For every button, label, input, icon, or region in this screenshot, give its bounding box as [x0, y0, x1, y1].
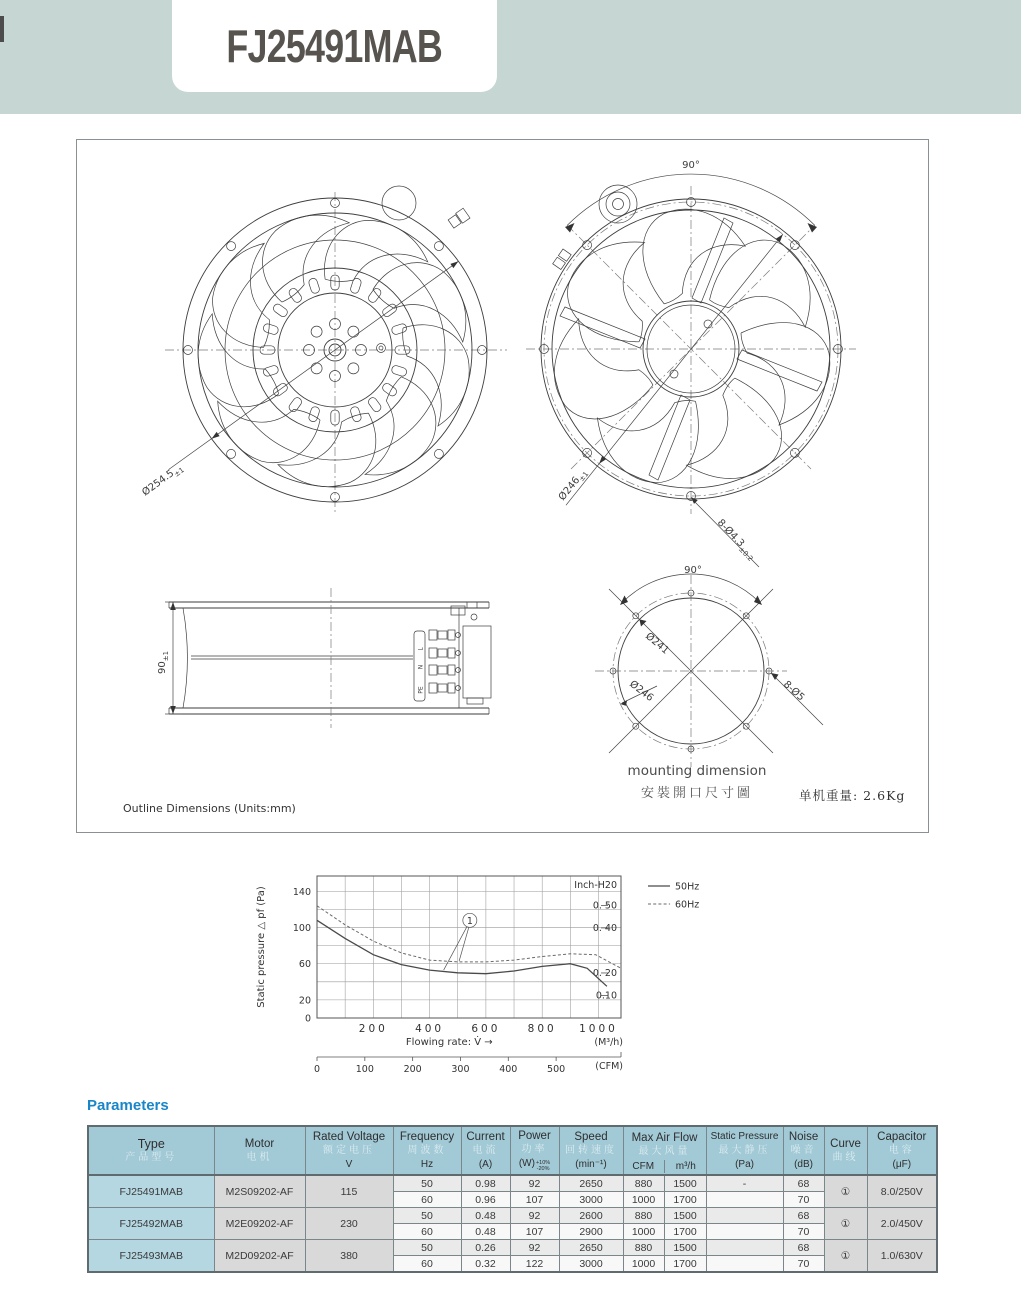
cell-type: FJ25493MAB [88, 1240, 214, 1273]
svg-text:200: 200 [358, 1023, 388, 1035]
rear-dim-label: Ø246 [556, 475, 583, 503]
svg-text:8-Ø4.3±0.2: $8-Ø4.3_{\pm 0.2}$ [714, 517, 755, 563]
parameters-heading: Parameters [87, 1097, 169, 1114]
parameters-table [87, 1125, 938, 1273]
front-view-drawing [140, 186, 507, 512]
table-row: 60 0.32 122 3000 1000 1700 70 [88, 1256, 937, 1273]
table-row: FJ25492MAB M2E09202-AF 230 50 0.48 92 2600 880 1500 68 ① 2.0/450V [88, 1208, 937, 1224]
svg-text:Static pressure △ pf (Pa): Static pressure △ pf (Pa) [256, 886, 267, 1008]
col-type: Type 产品型号 [88, 1126, 214, 1175]
col-power: Power 功率 (W) +10% -20% [510, 1126, 559, 1175]
svg-text:(CFM): (CFM) [595, 1061, 623, 1072]
svg-text:90±1: $90_{\pm 1}$ [157, 650, 170, 674]
svg-text:0. 40: 0. 40 [592, 922, 617, 934]
col-noise: Noise 噪音 (dB) [783, 1126, 824, 1175]
rear-connector [553, 249, 572, 269]
rear-dia-dimension [556, 234, 783, 505]
cell-motor: M2E09202-AF [214, 1208, 305, 1240]
table-row: FJ25491MAB M2S09202-AF 115 50 0.98 92 2650 880 1500 - 68 ① 8.0/250V [88, 1175, 937, 1192]
svg-text:100: 100 [292, 923, 311, 935]
col-speed: Speed 回转速度 (min⁻¹) [559, 1126, 623, 1175]
page-edge-mark [0, 16, 4, 42]
mount-bolt-dia-label: Ø246 [627, 678, 656, 704]
svg-text:500: 500 [547, 1064, 566, 1075]
rear-angle-label: 90° [682, 160, 700, 171]
svg-text:140: 140 [292, 886, 311, 898]
svg-text:Flowing rate: V̇ →: Flowing rate: V̇ → [405, 1037, 493, 1048]
side-view-drawing [157, 588, 491, 728]
svg-text:200: 200 [403, 1064, 422, 1075]
header-band [0, 0, 1021, 114]
svg-text:800: 800 [527, 1023, 557, 1035]
cell-voltage: 230 [305, 1208, 393, 1240]
cell-motor: M2D09202-AF [214, 1240, 305, 1273]
table-row: 60 0.48 107 2900 1000 1700 70 [88, 1224, 937, 1240]
svg-text:100: 100 [355, 1064, 374, 1075]
svg-text:(M³/h): (M³/h) [594, 1037, 623, 1048]
rear-holes-label: 8-Ø4.3 [714, 517, 747, 550]
svg-text:300: 300 [451, 1064, 470, 1075]
cell-type: FJ25491MAB [88, 1175, 214, 1208]
svg-text:0: 0 [304, 1013, 311, 1025]
svg-text:0.10: 0.10 [595, 990, 617, 1002]
cell-capacitor: 1.0/630V [867, 1240, 937, 1273]
cell-curve: ① [824, 1208, 867, 1240]
svg-text:50Hz: 50Hz [675, 881, 700, 893]
svg-text:Ø254.5±1: $Ø254.5_{\pm 1}$ [140, 466, 186, 499]
cell-capacitor: 2.0/450V [867, 1208, 937, 1240]
terminal-connectors [429, 630, 461, 693]
mounting-view-drawing [595, 565, 823, 801]
unit-weight-label: 单机重量: 2.6Kg [799, 788, 906, 803]
mount-inner-dia [639, 619, 671, 656]
svg-text:60Hz: 60Hz [675, 899, 700, 911]
outline-dimensions-caption: Outline Dimensions (Units:mm) [123, 802, 296, 815]
col-voltage: Rated Voltage 额定电压 V [305, 1126, 393, 1175]
front-dim-label: Ø254.5 [140, 468, 177, 499]
terminal-label-n: N [417, 664, 425, 670]
mount-holes-label: 8-Ø5 [780, 679, 807, 704]
page-title: FJ25491MAB [226, 20, 443, 72]
svg-text:20: 20 [298, 995, 311, 1007]
cell-voltage: 115 [305, 1175, 393, 1208]
cell-motor: M2S09202-AF [214, 1175, 305, 1208]
terminal-lugs [448, 208, 470, 229]
performance-chart [250, 860, 760, 1085]
motor-bump [382, 186, 416, 220]
junction-box [463, 626, 491, 698]
table-row: FJ25493MAB M2D09202-AF 380 50 0.26 92 2650 880 1500 68 ① 1.0/630V [88, 1240, 937, 1256]
svg-text:400: 400 [499, 1064, 518, 1075]
svg-text:600: 600 [471, 1023, 501, 1035]
col-pressure: Static Pressure 最大静压 (Pa) [706, 1126, 783, 1175]
side-dimension [157, 602, 181, 714]
svg-text:0: 0 [313, 1064, 321, 1075]
cell-capacitor: 8.0/250V [867, 1175, 937, 1208]
mount-bolt-dia [620, 678, 657, 706]
svg-text:Inch-H20: Inch-H20 [574, 880, 617, 891]
svg-text:0. 50: 0. 50 [592, 900, 617, 912]
svg-text:0. 20: 0. 20 [592, 967, 617, 979]
rear-motor-bump [599, 185, 637, 223]
rear-view-drawing [526, 160, 856, 567]
table-header-row [88, 1126, 937, 1175]
col-motor: Motor 电机 [214, 1126, 305, 1175]
col-airflow: Max Air Flow 最大风量 CFM m³/h [623, 1126, 706, 1175]
svg-text:Ø246±1: $Ø246_{\pm 1}$ [556, 470, 591, 503]
cell-voltage: 380 [305, 1240, 393, 1273]
terminal-label-l: L [417, 647, 425, 651]
cell-type: FJ25492MAB [88, 1208, 214, 1240]
side-dim-label: 90 [157, 661, 168, 674]
mounting-caption-zh: 安裝開口尺寸圖 [640, 786, 754, 801]
cell-curve: ① [824, 1240, 867, 1273]
table-row: 60 0.96 107 3000 1000 1700 70 [88, 1192, 937, 1208]
mount-holes-dimension [771, 673, 823, 725]
terminal-label-pe: PE [417, 686, 425, 694]
title-box [172, 0, 497, 92]
col-curve: Curve 曲线 [824, 1126, 867, 1175]
mounting-caption-en: mounting dimension [627, 763, 767, 779]
col-current: Current 电流 (A) [461, 1126, 510, 1175]
cell-curve: ① [824, 1175, 867, 1208]
drawing-panel [76, 139, 929, 833]
chart-canvas [250, 860, 760, 1085]
mount-inner-dia-label: Ø241 [643, 630, 671, 657]
svg-text:60: 60 [298, 959, 311, 971]
col-frequency: Frequency 周波数 Hz [393, 1126, 461, 1175]
svg-text:400: 400 [415, 1023, 445, 1035]
mount-angle-label: 90° [684, 565, 702, 576]
svg-text:1: 1 [466, 915, 473, 927]
svg-text:1000: 1000 [579, 1023, 618, 1035]
rear-holes-dimension [691, 497, 759, 567]
technical-drawing [77, 140, 928, 832]
col-capacitor: Capacitor 电容 (μF) [867, 1126, 937, 1175]
